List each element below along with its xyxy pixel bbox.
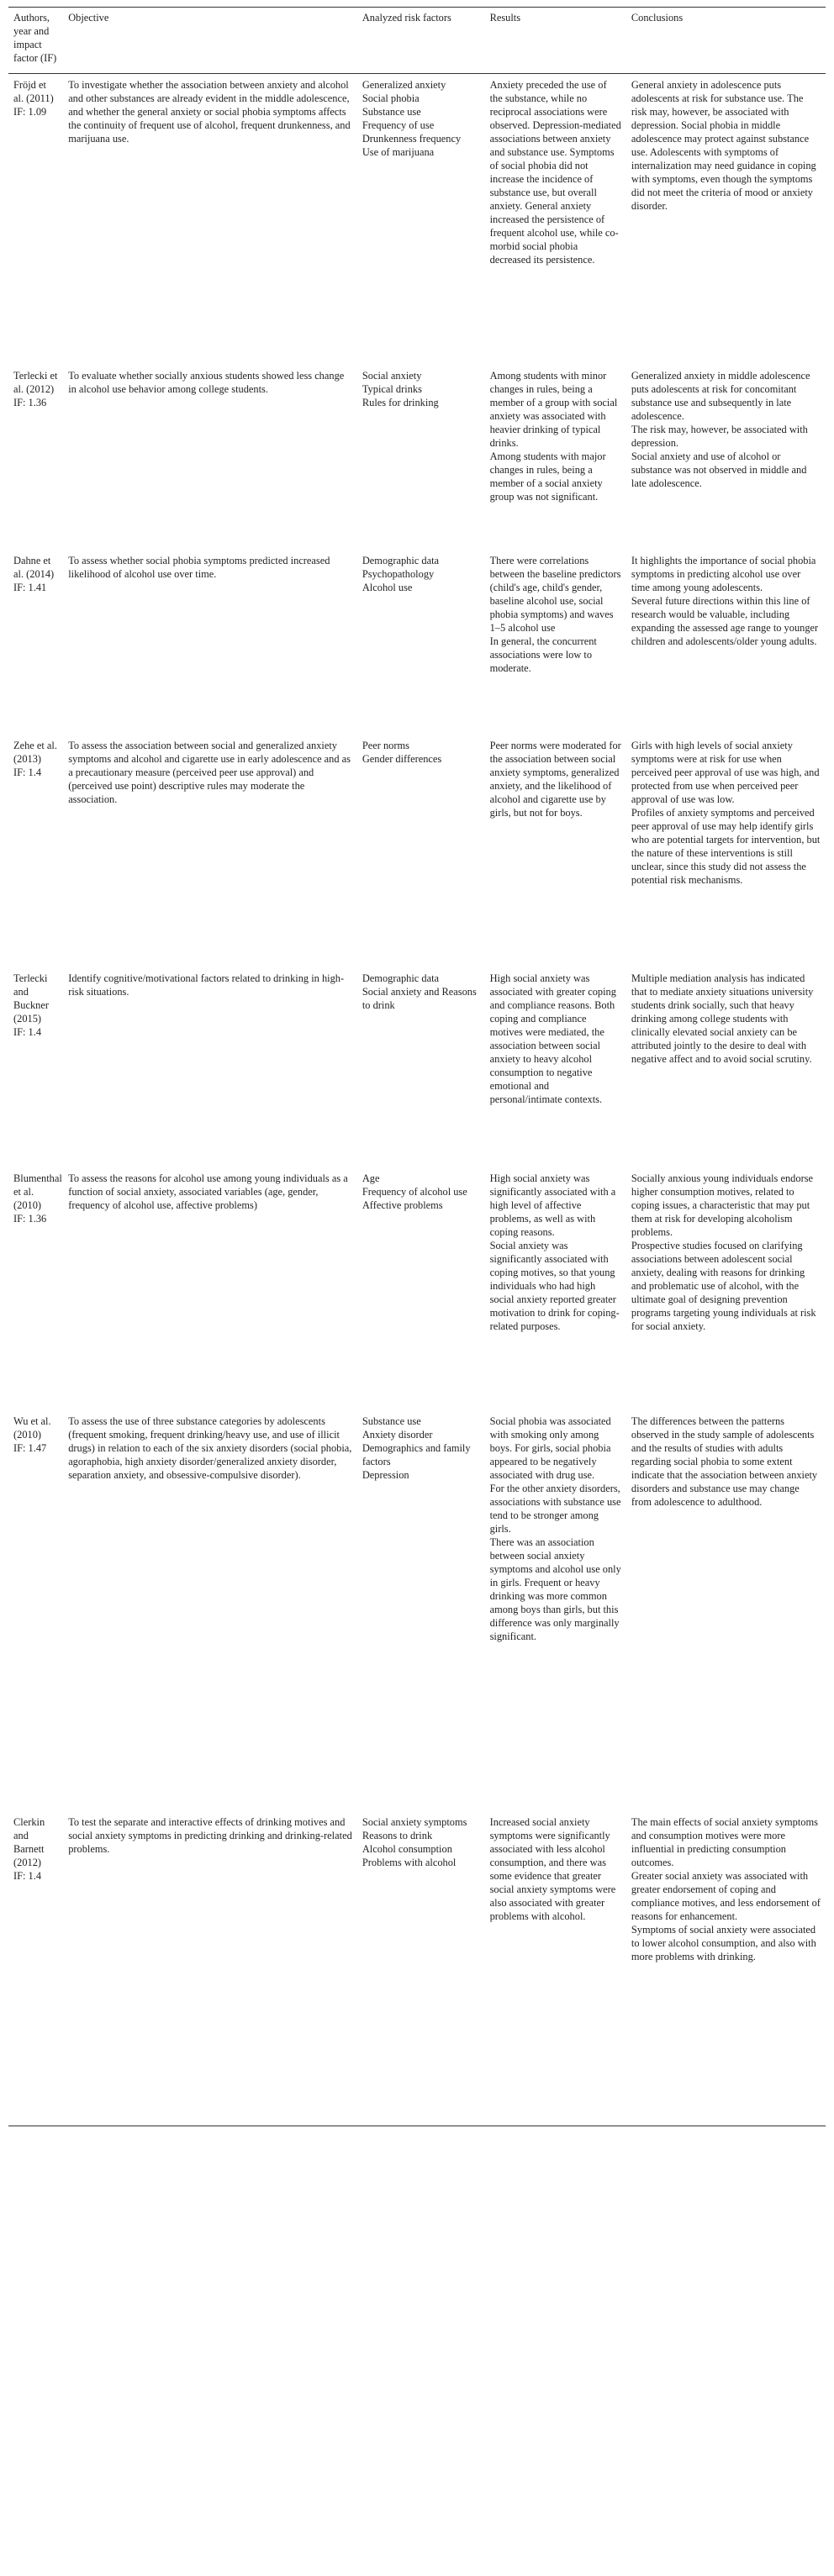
results-line: Increased social anxiety symptoms were significantly associated with less alcohol consumption, and there was some evidence that greater social anxiety symptoms were also associated with greater problems with alcohol. <box>489 1815 616 1922</box>
conclusions-cell <box>626 365 826 550</box>
risk-factors-line: Alcohol consumption <box>362 1842 452 1855</box>
conclusions-line: General anxiety in adolescence puts adolescents at risk for substance use. The risk may, however, be associated with depression. Social phobia in middle adolescence may protect against substance use. Adolescents with symptoms of internalization may need guidance in coping with symptoms, even though the symptoms did not meet the criteria of mood or anxiety disorder. <box>631 79 816 212</box>
objective-cell <box>63 1811 357 2126</box>
objective-cell <box>63 74 357 365</box>
col-header-objective: Objective <box>68 12 109 24</box>
risk-factors-line: Demographic data <box>362 972 440 984</box>
author-cell <box>8 1410 63 1811</box>
conclusions-cell <box>626 550 826 735</box>
objective-text: To assess the use of three substance categories by adolescents (frequent smoking, frequent drinking/heavy use, and use of illicit drugs) in relation to each of the six anxiety disorders (social phobia, agoraphobia, high anxiety disorder/generalized anxiety disorder, separation anxiety, and obsessive-compulsive disorder). <box>68 1414 352 1481</box>
risk-factors-line: Depression <box>362 1468 409 1481</box>
risk-factors-line: Social anxiety symptoms <box>362 1815 467 1828</box>
conclusions-line: Girls with high levels of social anxiety symptoms were at risk for use when perceived peer approval of use was high, and protected from use when perceived peer approval of use was low. <box>631 739 820 805</box>
risk-factors-line: Demographic data <box>362 554 440 566</box>
objective-text: To assess whether social phobia symptoms predicted increased likelihood of alcohol use over time. <box>68 554 330 580</box>
author-line: IF: 1.47 <box>13 1441 47 1454</box>
conclusions-cell <box>626 74 826 365</box>
risk-factors-line: Rules for drinking <box>362 396 439 408</box>
objective-cell <box>63 365 357 550</box>
conclusions-line: Profiles of anxiety symptoms and perceived peer approval of use may help identify girls who are potential targets for intervention, but the nature of these interventions is still unclear, since this study did not assess the potential risk mechanisms. <box>631 806 821 886</box>
results-cell <box>485 550 626 735</box>
risk-factors-cell <box>357 550 485 735</box>
conclusions-cell <box>626 735 826 967</box>
col-header-risk-factors: Analyzed risk factors <box>362 12 451 24</box>
table-row <box>8 74 826 365</box>
risk-factors-line: Substance use <box>362 106 421 118</box>
author-line: Dahne et al. (2014) <box>13 554 55 580</box>
conclusions-line: Socially anxious young individuals endorse higher consumption motives, related to coping issues, a characteristic that may put them at risk for developing alcoholism problems. <box>631 1172 814 1238</box>
conclusions-line: The risk may, however, be associated with depression. <box>631 423 808 449</box>
risk-factors-cell <box>357 1167 485 1410</box>
table-row <box>8 1811 826 2126</box>
conclusions-cell <box>626 967 826 1167</box>
col-header-results: Results <box>489 12 521 24</box>
objective-cell <box>63 967 357 1167</box>
author-line: Fröjd et al. (2011) <box>13 79 54 104</box>
results-line: Among students with major changes in rules, being a member of a social anxiety group was not significant. <box>489 450 606 503</box>
author-cell <box>8 967 63 1167</box>
conclusions-cell <box>626 1167 826 1410</box>
risk-factors-line: Social phobia <box>362 92 420 104</box>
objective-cell <box>63 1167 357 1410</box>
results-cell <box>485 967 626 1167</box>
results-line: Anxiety preceded the use of the substance, while no reciprocal associations were observed. Depression-mediated associations between anxiety and substance use. Symptoms of social phobia did not increase the incidence of substance use, but overall anxiety. General anxiety increased the persistence of frequent alcohol use, while co-morbid social phobia decreased its persistence. <box>489 79 621 266</box>
risk-factors-cell <box>357 1811 485 2126</box>
risk-factors-line: Anxiety disorder <box>362 1428 433 1441</box>
objective-cell <box>63 550 357 735</box>
results-line: Social anxiety was significantly associated with coping motives, so that young individuals who had high social anxiety reported greater motivation to drink for coping-related purposes. <box>489 1239 620 1332</box>
risk-factors-line: Alcohol use <box>362 581 413 593</box>
author-line: IF: 1.4 <box>13 1025 42 1038</box>
author-cell <box>8 365 63 550</box>
conclusions-line: Greater social anxiety was associated with greater endorsement of coping and compliance motives, and less endorsement of reasons for enhancement. <box>631 1869 821 1922</box>
author-cell <box>8 735 63 967</box>
risk-factors-line: Social anxiety <box>362 369 422 382</box>
results-line: There was an association between social anxiety symptoms and alcohol use only in girls. Frequent or heavy drinking was more common among boys than girls, but this difference was only marginally significant. <box>489 1536 621 1642</box>
author-cell <box>8 1167 63 1410</box>
results-line: Among students with minor changes in rules, being a member of a group with social anxiety was associated with heavier drinking of typical drinks. <box>489 369 618 449</box>
table-row <box>8 967 826 1167</box>
author-line: Wu et al. (2010) <box>13 1414 51 1441</box>
conclusions-line: Several future directions within this line of research would be valuable, including expanding the assessed age range to younger children and adolescents/older young adults. <box>631 594 819 647</box>
objective-text: Identify cognitive/motivational factors related to drinking in high-risk situations. <box>68 972 345 998</box>
objective-cell <box>63 1410 357 1811</box>
author-cell <box>8 74 63 365</box>
risk-factors-line: Psychopathology <box>362 567 435 580</box>
conclusions-line: Multiple mediation analysis has indicated that to mediate anxiety situations university students drink socially, such that heavy drinking among college students with clinically elevated social anxiety can be attributed jointly to the desire to deal with negative affect and to avoid social scrutiny. <box>631 972 814 1065</box>
objective-text: To assess the association between social and generalized anxiety symptoms and alcohol and cigarette use in early adolescence and as a precautionary measure (perceived peer use approval) and (perceived use point) descriptive rules may moderate the association. <box>68 739 351 805</box>
author-line: Blumenthal et al. (2010) <box>13 1172 62 1211</box>
risk-factors-line: Typical drinks <box>362 382 422 395</box>
results-line: For the other anxiety disorders, associations with substance use tend to be stronger among girls. <box>489 1482 621 1535</box>
risk-factors-line: Age <box>362 1172 380 1184</box>
author-line: IF: 1.36 <box>13 1212 47 1225</box>
author-line: IF: 1.36 <box>13 396 47 408</box>
author-line: IF: 1.4 <box>13 1869 42 1882</box>
objective-text: To evaluate whether socially anxious students showed less change in alcohol use behavior among college students. <box>68 369 345 395</box>
author-line: Terlecki and Buckner (2015) <box>13 972 49 1025</box>
objective-text: To investigate whether the association between anxiety and alcohol and other substances are already evident in the middle adolescence, and whether the general anxiety or social phobia symptoms affects the continuity of frequent use of alcohol, frequent drunkenness, and marijuana use. <box>68 79 351 145</box>
author-line: Clerkin and Barnett (2012) <box>13 1815 45 1868</box>
author-line: IF: 1.09 <box>13 106 47 118</box>
author-line: IF: 1.4 <box>13 766 42 778</box>
author-line: Zehe et al. (2013) <box>13 739 57 765</box>
conclusions-line: Generalized anxiety in middle adolescence puts adolescents at risk for concomitant substance use and subsequently in late adolescence. <box>631 369 810 422</box>
risk-factors-line: Social anxiety and Reasons to drink <box>362 985 477 1011</box>
risk-factors-cell <box>357 735 485 967</box>
results-line: There were correlations between the baseline predictors (child's age, child's gender, baseline alcohol use, social phobia symptoms) and waves 1–5 alcohol use <box>489 554 621 634</box>
risk-factors-line: Problems with alcohol <box>362 1856 457 1868</box>
studies-table <box>8 7 826 2126</box>
conclusions-line: Social anxiety and use of alcohol or substance was not observed in middle and late adolescence. <box>631 450 807 489</box>
results-line: Social phobia was associated with smoking only among boys. For girls, social phobia appeared to be negatively associated with drug use. <box>489 1414 611 1481</box>
table-row <box>8 550 826 735</box>
risk-factors-line: Demographics and family factors <box>362 1441 471 1467</box>
col-header-authors: Authors, year and impact factor (IF) <box>13 12 57 64</box>
table-row <box>8 735 826 967</box>
results-cell <box>485 365 626 550</box>
results-line: High social anxiety was associated with greater coping and compliance reasons. Both coping and compliance motives were mediated, the association between social anxiety to heavy alcohol consumption to negative emotional and personal/intimate contexts. <box>489 972 616 1105</box>
risk-factors-line: Drunkenness frequency <box>362 133 462 145</box>
risk-factors-cell <box>357 74 485 365</box>
risk-factors-line: Generalized anxiety <box>362 79 446 91</box>
objective-cell <box>63 735 357 967</box>
results-line: In general, the concurrent associations were low to moderate. <box>489 635 597 674</box>
risk-factors-line: Frequency of alcohol use <box>362 1185 467 1198</box>
conclusions-line: Prospective studies focused on clarifying associations between adolescent social anxiety, dealing with reasons for drinking and problematic use of alcohol, with the ultimate goal of designing prevention programs targeting young individuals at risk for social anxiety. <box>631 1239 816 1332</box>
conclusions-cell <box>626 1410 826 1811</box>
col-header-conclusions: Conclusions <box>631 12 684 24</box>
conclusions-line: It highlights the importance of social phobia symptoms in predicting alcohol use over time among young adolescents. <box>631 554 816 593</box>
risk-factors-line: Peer norms <box>362 739 409 751</box>
author-cell <box>8 1811 63 2126</box>
results-line: Peer norms were moderated for the association between social anxiety symptoms, generalized anxiety, and the likelihood of alcohol and cigarette use by girls, but not for boys. <box>489 739 621 819</box>
table-header-row <box>8 8 826 74</box>
results-cell <box>485 1167 626 1410</box>
risk-factors-line: Reasons to drink <box>362 1829 433 1841</box>
risk-factors-line: Gender differences <box>362 752 442 765</box>
results-line: High social anxiety was significantly associated with a high level of affective problems, as well as with coping reasons. <box>489 1172 616 1238</box>
author-cell <box>8 550 63 735</box>
risk-factors-line: Affective problems <box>362 1198 443 1211</box>
objective-text: To test the separate and interactive effects of drinking motives and social anxiety symptoms in predicting drinking and drinking-related problems. <box>68 1815 352 1855</box>
risk-factors-line: Use of marijuana <box>362 146 435 158</box>
risk-factors-cell <box>357 365 485 550</box>
results-cell <box>485 1410 626 1811</box>
conclusions-line: The differences between the patterns observed in the study sample of adolescents and the results of studies with adults regarding social phobia to some extent indicate that the association between anxiety disorders and substance use may change from adolescence to adulthood. <box>631 1414 818 1508</box>
conclusions-line: The main effects of social anxiety symptoms and consumption motives were more influential in predicting consumption outcomes. <box>631 1815 818 1868</box>
author-line: IF: 1.41 <box>13 581 47 593</box>
risk-factors-cell <box>357 1410 485 1811</box>
risk-factors-line: Frequency of use <box>362 119 435 131</box>
results-cell <box>485 1811 626 2126</box>
results-cell <box>485 74 626 365</box>
objective-text: To assess the reasons for alcohol use among young individuals as a function of social anxiety, associated variables (age, gender, frequency of alcohol use, affective problems) <box>68 1172 348 1211</box>
table-row <box>8 365 826 550</box>
conclusions-cell <box>626 1811 826 2126</box>
risk-factors-line: Substance use <box>362 1414 421 1427</box>
conclusions-line: Symptoms of social anxiety were associated to lower alcohol consumption, and also with more problems with drinking. <box>631 1923 816 1962</box>
table-row <box>8 1167 826 1410</box>
results-cell <box>485 735 626 967</box>
risk-factors-cell <box>357 967 485 1167</box>
author-line: Terlecki et al. (2012) <box>13 369 58 395</box>
table-row <box>8 1410 826 1811</box>
